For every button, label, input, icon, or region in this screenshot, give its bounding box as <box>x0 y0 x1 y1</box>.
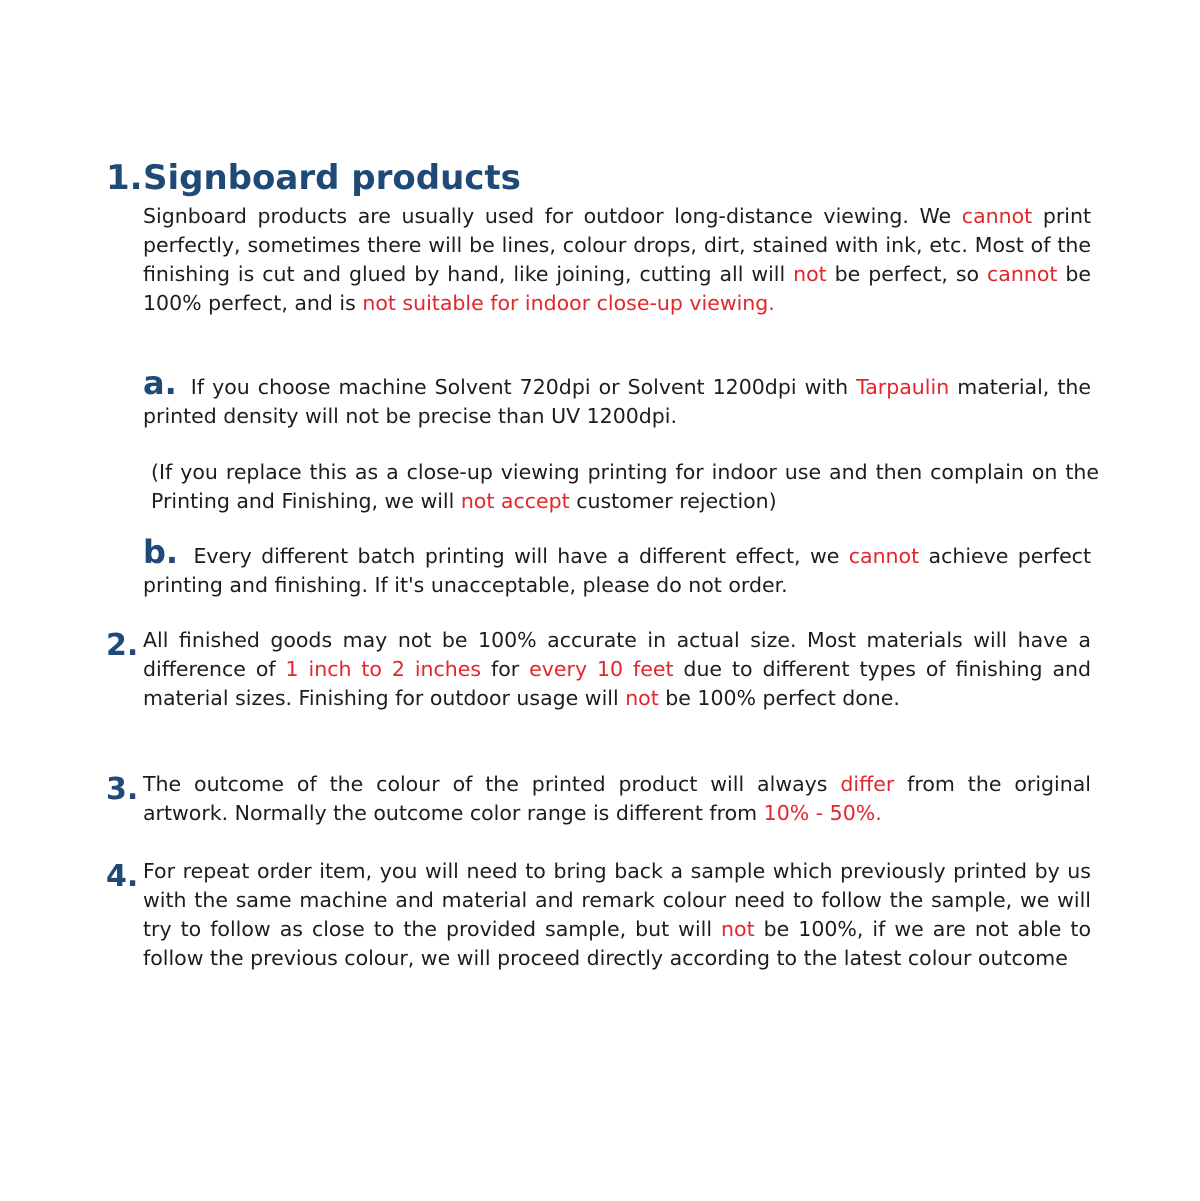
highlight-text: cannot <box>848 544 920 568</box>
section-1a-text <box>143 375 1091 428</box>
body-text: customer rejection) <box>569 489 777 513</box>
highlight-text: not <box>721 917 755 941</box>
section-1b-text <box>143 544 1091 597</box>
highlight-text: cannot <box>987 262 1058 286</box>
section-1-number: 1. <box>106 158 143 198</box>
highlight-text: not suitable for indoor close-up viewing. <box>362 291 775 315</box>
body-text: from the original artwork. Normally the outcome color range is different from <box>143 772 1091 825</box>
section-1a <box>143 364 1091 431</box>
highlight-text: every 10 feet <box>529 657 674 681</box>
section-1-note <box>151 458 1099 516</box>
highlight-text: 10% - 50%. <box>763 801 882 825</box>
body-text: All finished goods may not be 100% accurate in actual size. Most materials will have a difference of <box>143 628 1091 681</box>
section-1-title: Signboard products <box>143 158 521 198</box>
body-text: Signboard products are usually used for outdoor long-distance viewing. We <box>143 204 962 228</box>
body-text: If you choose machine Solvent 720dpi or Solvent 1200dpi with <box>190 375 857 399</box>
body-text: due to different types of finishing and material sizes. Finishing for outdoor usage will <box>143 657 1092 710</box>
section-1b <box>143 533 1091 600</box>
highlight-text: differ <box>840 772 895 796</box>
body-text: be 100% perfect done. <box>658 686 900 710</box>
highlight-text: cannot <box>961 204 1033 228</box>
highlight-text: Tarpaulin <box>856 375 950 399</box>
body-text: be 100% perfect, and is <box>143 262 1091 315</box>
body-text: achieve perfect printing and finishing. If it's unacceptable, please do not order. <box>143 544 1091 597</box>
body-text: print perfectly, sometimes there will be lines, colour drops, dirt, stained with ink, etc. Most of the finishing is cut and glued by hand, like joining, cutting all will <box>143 204 1091 286</box>
body-text: be perfect, so <box>826 262 988 286</box>
highlight-text: 1 inch to 2 inches <box>285 657 482 681</box>
highlight-text: not accept <box>460 489 570 513</box>
highlight-text: not <box>625 686 659 710</box>
body-text: be 100%, if we are not able to follow the previous colour, we will proceed directly according to the latest colour outcome <box>143 917 1091 970</box>
highlight-text: not <box>793 262 827 286</box>
section-1b-label: b. <box>143 533 179 571</box>
body-text: The outcome of the colour of the printed product will always <box>143 772 841 796</box>
section-2-text <box>143 626 1091 713</box>
section-3-text <box>143 770 1091 828</box>
section-2-number: 2. <box>106 628 139 663</box>
section-4-text <box>143 857 1091 973</box>
section-1a-label: a. <box>143 364 177 402</box>
body-text: Every different batch printing will have a different effect, we <box>193 544 849 568</box>
section-4-number: 4. <box>106 859 139 894</box>
body-text: for <box>481 657 530 681</box>
body-text: material, the printed density will not be precise than UV 1200dpi. <box>143 375 1091 428</box>
body-text: (If you replace this as a close-up viewing printing for indoor use and then complain on the Printing and Finishing, we will <box>151 460 1099 513</box>
body-text: For repeat order item, you will need to bring back a sample which previously printed by us with the same machine and material and remark colour need to follow the sample, we will try to follow as close to the provided sample, but will <box>143 859 1091 941</box>
section-3-number: 3. <box>106 772 139 807</box>
section-1-intro <box>143 202 1091 318</box>
